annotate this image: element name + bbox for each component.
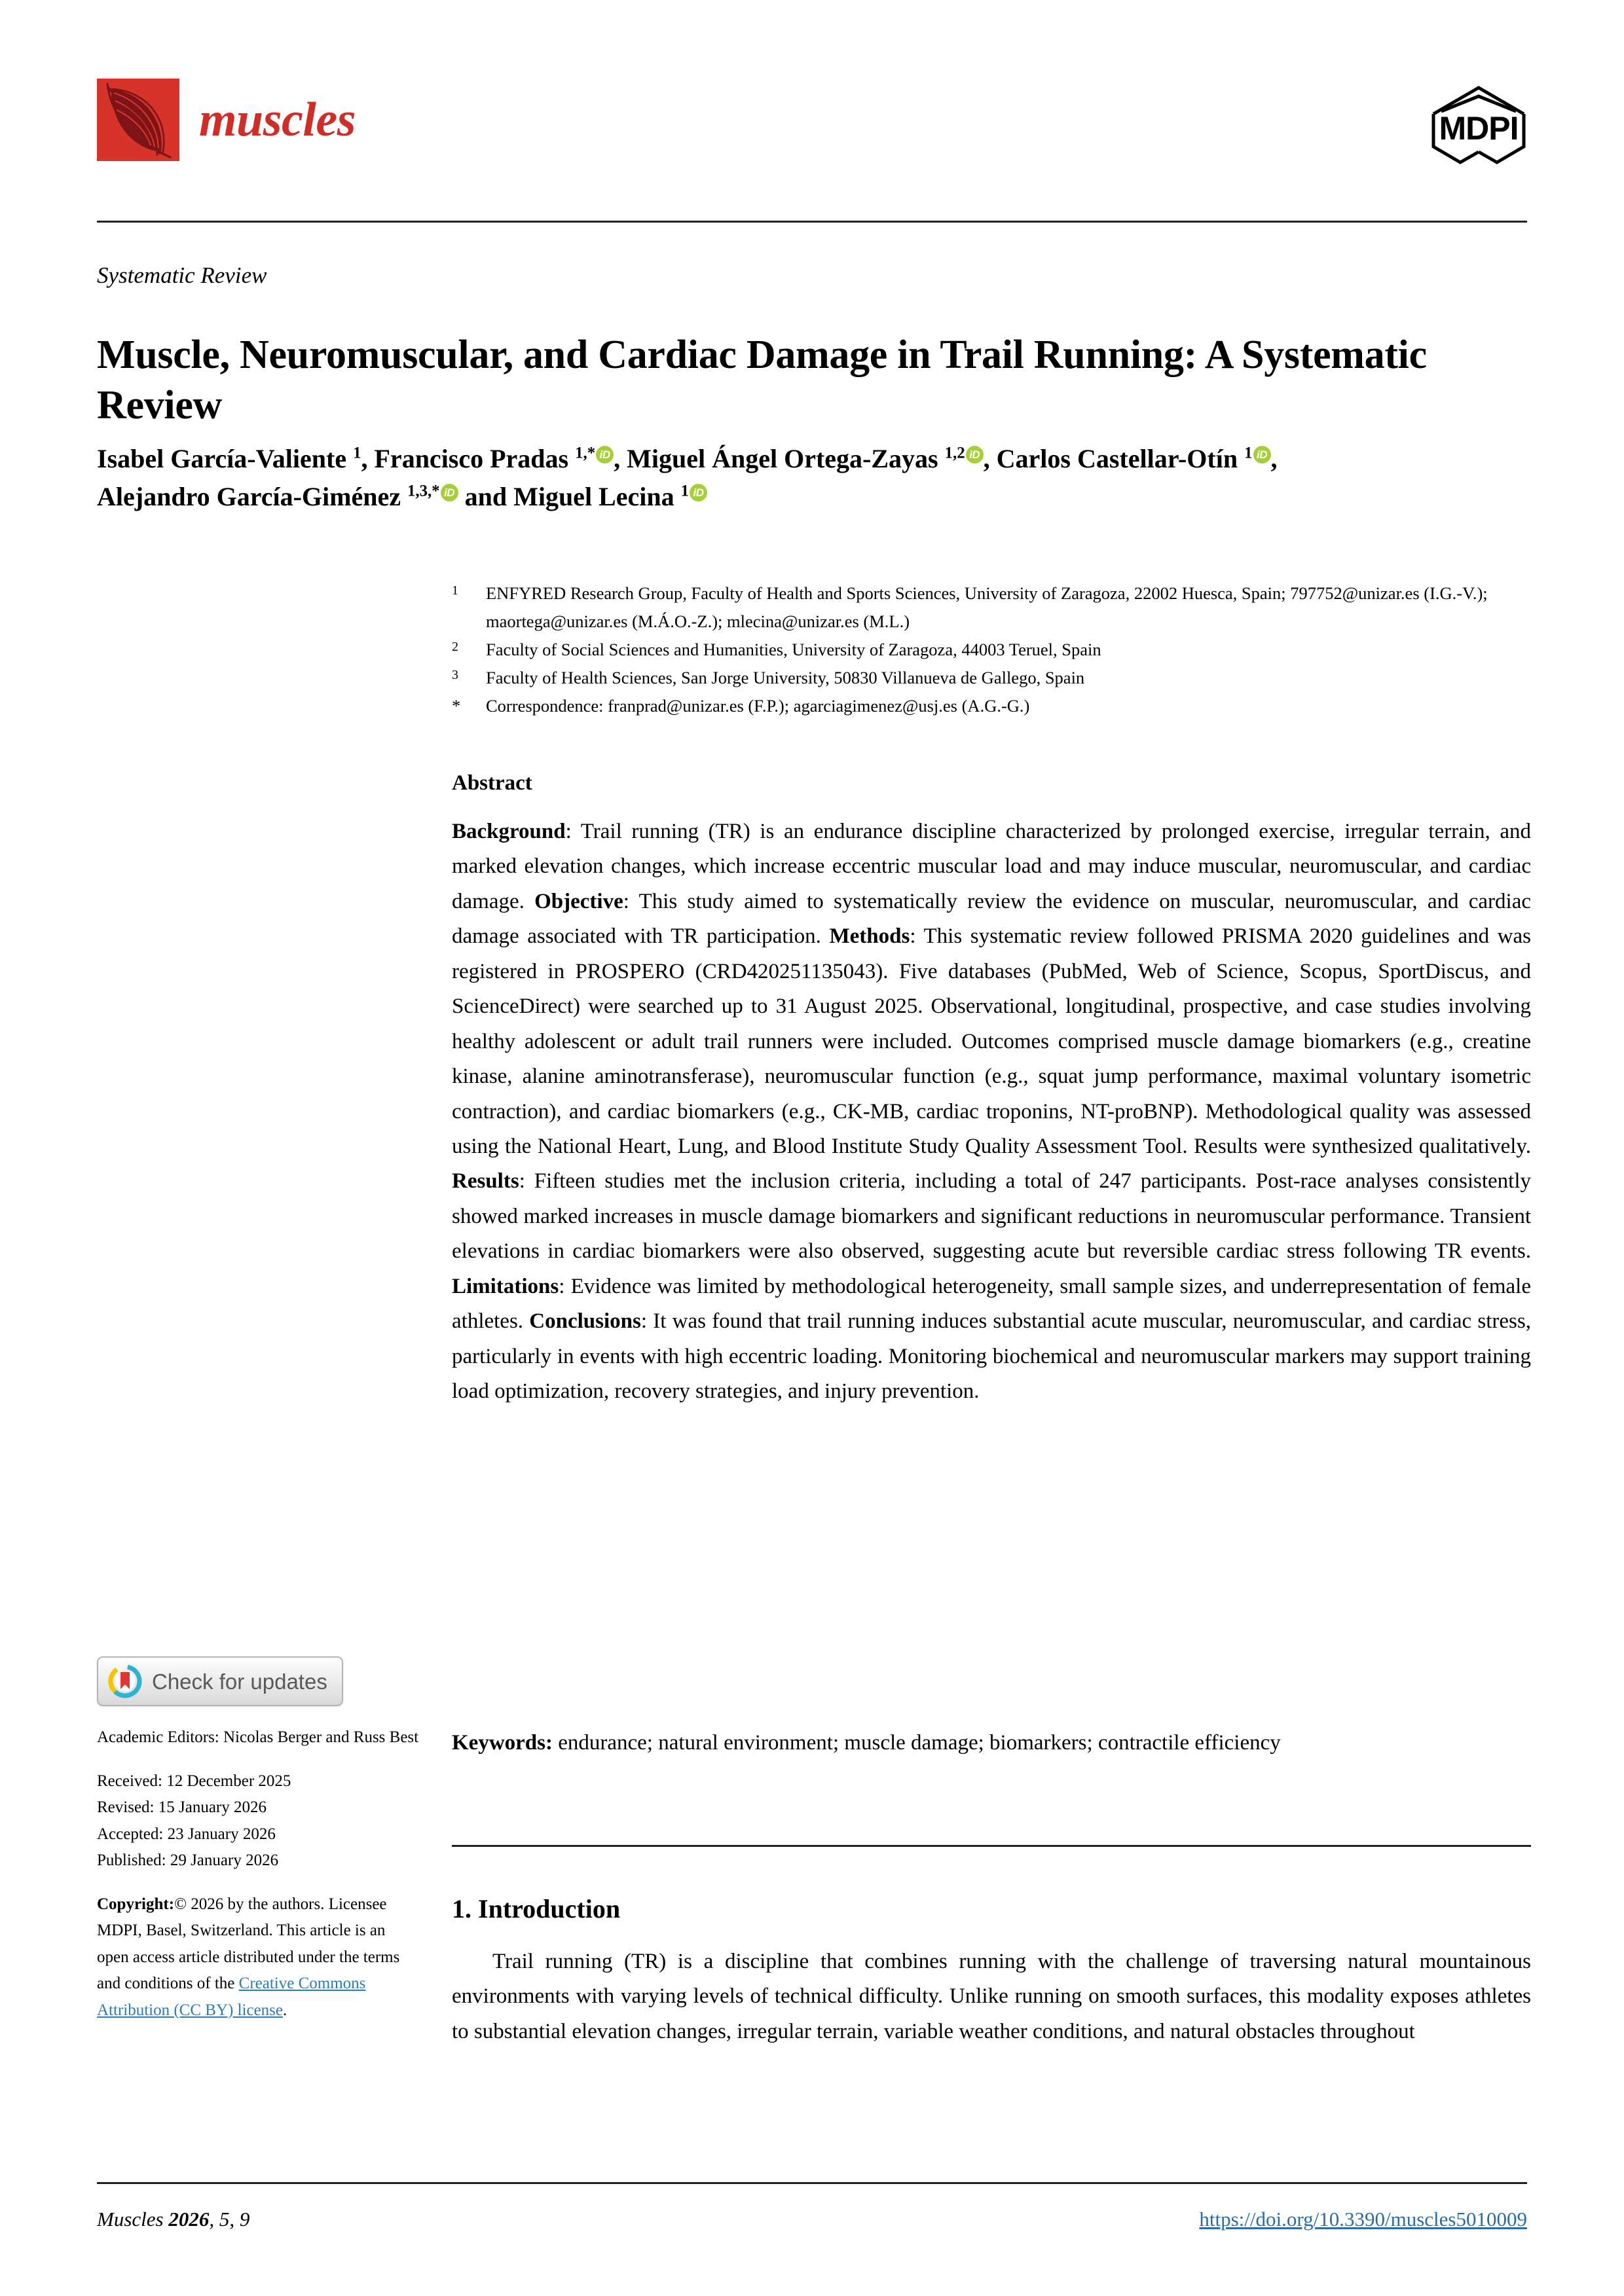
header-divider [97,221,1527,223]
article-type: Systematic Review [97,263,267,288]
mdpi-logo[interactable] [1430,73,1527,166]
doi-link[interactable]: https://doi.org/10.3390/muscles5010009 [1199,2208,1527,2231]
check-for-updates-label: Check for updates [152,1669,327,1694]
keywords [452,1726,1531,1760]
copyright-notice [97,1891,419,2024]
affiliations [452,579,1532,720]
publication-dates [97,1768,419,1874]
journal-title: muscles [199,93,356,147]
orcid-icon[interactable]: iD [966,446,984,464]
academic-editors: Academic Editors: Nicolas Berger and Russ Best [97,1728,419,1746]
svg-text:MDPI: MDPI [1439,110,1519,147]
footer-year: 2026 [168,2208,210,2231]
journal-logo[interactable] [97,79,356,161]
abstract-section [452,769,1531,1410]
affiliation-marker: 2 [452,639,458,654]
footer-divider [97,2182,1527,2184]
orcid-icon[interactable]: iD [441,484,458,501]
affiliation-row [452,664,1532,692]
introduction-body [452,1944,1531,2049]
author-list [97,440,1531,516]
footer-volume-page: , 5, 9 [209,2208,250,2231]
affiliation-marker: 1 [452,583,458,598]
date-published: Published: 29 January 2026 [97,1851,279,1869]
page-header [97,79,1527,157]
affiliation-text: Faculty of Social Sciences and Humanities, University of Zaragoza, 44003 Teruel, Spain [486,639,1101,659]
author-line-1: Isabel García-Valiente $^1$, Francisco Pradas $^{1,*}$ iD , Miguel Ángel Ortega-Zayas $^{1,2}$ iD , Carlos Castellar-Otín $^1$ iD , [97,444,1278,473]
author-line-2: Alejandro García-Giménez $^{1,3,*}$ iD and Miguel Lecina $^1$ iD [97,478,1531,516]
orcid-icon[interactable]: iD [596,446,614,464]
sidebar-meta [97,1724,419,2024]
cc-license-link[interactable]: Creative Commons Attribution (CC BY) license [97,1975,366,2019]
page-title: Muscle, Neuromuscular, and Cardiac Damage in Trail Running: A Systematic Review [97,332,1427,428]
copyright-label: Copyright: [97,1895,175,1913]
correspondence-marker: * [452,695,461,716]
muscle-fiber-icon [97,79,179,161]
date-revised: Revised: 15 January 2026 [97,1798,267,1816]
date-received: Received: 12 December 2025 [97,1772,291,1790]
correspondence-text: Correspondence: franprad@unizar.es (F.P.); agarciagimenez@usj.es (A.G.-G.) [486,695,1030,716]
section-heading-introduction: 1. Introduction [452,1894,621,1923]
keywords-text: endurance; natural environment; muscle damage; biomarkers; contractile efficiency [558,1731,1281,1755]
sidebar [97,1656,419,2024]
crossmark-icon [107,1664,143,1699]
date-accepted: Accepted: 23 January 2026 [97,1825,276,1843]
affiliation-marker: 3 [452,667,458,682]
affiliation-row [452,579,1532,636]
copyright-period: . [283,2001,287,2019]
correspondence-row [452,692,1532,720]
footer-citation [97,2206,249,2232]
affiliation-text: Faculty of Health Sciences, San Jorge University, 50830 Villanueva de Gallego, Spain [486,667,1085,687]
abstract-heading: Abstract [452,771,532,795]
orcid-icon[interactable]: iD [1253,446,1271,464]
check-for-updates-button[interactable] [97,1656,343,1706]
affiliation-text: ENFYRED Research Group, Faculty of Health and Sports Sciences, University of Zaragoza, 22002 Huesca, Spain; 797752@unizar.es (I.G.-V.); maortega@unizar.es (M.Á.O.-Z.); mlecina@unizar.es (M.L.) [486,583,1488,631]
footer-journal: Muscles [97,2208,164,2231]
affiliation-row [452,636,1532,664]
keywords-label: Keywords: [452,1731,553,1755]
introduction-text: Trail running (TR) is a discipline that combines running with the challenge of traversing natural mountainous environments with varying levels of technical difficulty. Unlike running on smooth surfaces, this modality exposes athletes to substantial elevation changes, irregular terrain, variable weather conditions, and natural obstacles throughout [452,1950,1531,2043]
orcid-icon[interactable]: iD [690,484,707,501]
abstract-body: Background: Trail running (TR) is an endurance discipline characterized by prolonged exercise, irregular terrain, and marked elevation changes, which increase eccentric muscular load and may induce muscular, neuromuscular, and cardiac damage. Objective: This study aimed to systematically review the evidence on muscular, neuromuscular, and cardiac damage associated with TR participation. Methods: This systematic review followed PRISMA 2020 guidelines and was registered in PROSPERO (CRD420251135043). Five databases (PubMed, Web of Science, Scopus, SportDiscus, and ScienceDirect) were searched up to 31 August 2025. Observational, longitudinal, prospective, and case studies involving healthy adolescent or adult trail runners were included. Outcomes comprised muscle damage biomarkers (e.g., creatine kinase, alanine aminotransferase), neuromuscular function (e.g., squat jump performance, maximal voluntary isometric contraction), and cardiac biomarkers (e.g., CK-MB, cardiac troponins, NT-proBNP). Methodological quality was assessed using the National Heart, Lung, and Blood Institute Study Quality Assessment Tool. Results were synthesized qualitatively. Results: Fifteen studies met the inclusion criteria, including a total of 247 participants. Post-race analyses consistently showed marked increases in muscle damage biomarkers and significant reductions in neuromuscular performance. Transient elevations in cardiac biomarkers were also observed, suggesting acute but reversible cardiac stress following TR events. Limitations: Evidence was limited by methodological heterogeneity, small sample sizes, and underrepresentation of female athletes. Conclusions: It was found that trail running induces substantial acute muscular, neuromuscular, and cardiac stress, particularly in events with high eccentric loading. Monitoring biochemical and neuromuscular markers may support training load optimization, recovery strategies, and injury prevention. [452,819,1532,1404]
copyright-text: © 2026 by the authors. Licensee MDPI, Basel, Switzerland. This article is an open access article distributed under the terms and conditions of the [97,1895,400,1992]
section-divider [452,1845,1531,1847]
